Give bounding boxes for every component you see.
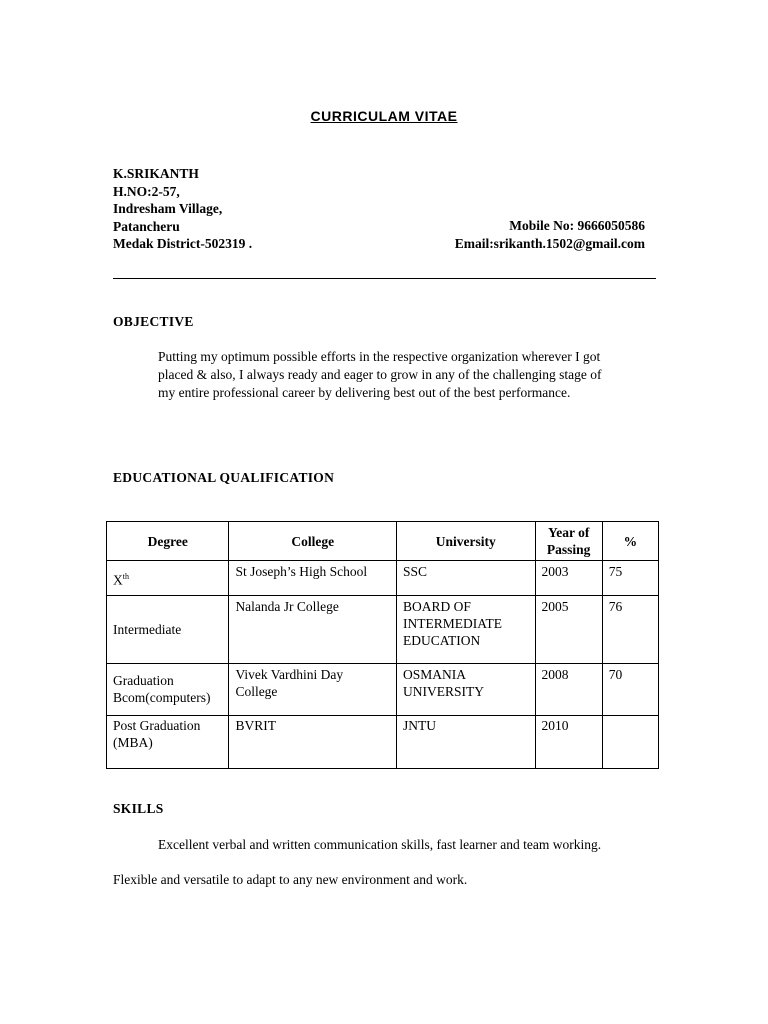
table-header-row [107, 522, 659, 561]
objective-text [158, 348, 601, 402]
header-year-line-1: Year of [547, 525, 590, 540]
degree-line-2: (MBA) [113, 735, 153, 750]
cell-college: BVRIT [229, 716, 397, 769]
degree-superscript: th [122, 571, 129, 581]
degree-line-2: Bcom(computers) [113, 690, 211, 705]
header-divider [113, 278, 656, 279]
cell-year: 2008 [535, 664, 602, 716]
header-degree: Degree [107, 522, 229, 561]
cell-university [397, 596, 536, 664]
skills-line-2: Flexible and versatile to adapt to any new environment and work. [113, 872, 468, 887]
table-row [107, 596, 659, 664]
objective-line-3: my entire professional career by delivering best out of the best performance. [158, 385, 571, 400]
email-address: Email:srikanth.1502@gmail.com [454, 235, 645, 251]
cell-percent: 76 [602, 596, 658, 664]
address-block [113, 165, 252, 253]
header-year-line-2: Passing [546, 542, 591, 557]
house-number: H.NO:2-57, [113, 183, 180, 199]
cell-university: SSC [397, 561, 536, 596]
skills-line-1: Excellent verbal and written communication skills, fast learner and team working. [158, 837, 602, 852]
header-college: College [229, 522, 397, 561]
town: Patancheru [113, 218, 180, 234]
document-title: CURRICULAM VITAE [310, 108, 458, 124]
village: Indresham Village, [113, 201, 223, 216]
candidate-name: K.SRIKANTH [113, 166, 199, 181]
cell-university: JNTU [397, 716, 536, 769]
college-line-1: Vivek Vardhini Day [235, 667, 344, 682]
cell-percent [602, 716, 658, 769]
header-university: University [397, 522, 536, 561]
education-table [106, 521, 659, 769]
university-line-1: OSMANIA [403, 667, 467, 682]
degree-line-1: Post Graduation [113, 718, 201, 733]
cell-year: 2005 [535, 596, 602, 664]
objective-heading: OBJECTIVE [113, 314, 194, 329]
objective-line-1: Putting my optimum possible efforts in the respective organization wherever I got [158, 349, 601, 364]
header-year [535, 522, 602, 561]
cell-university [397, 664, 536, 716]
university-line-2: INTERMEDIATE [403, 616, 503, 631]
table-row [107, 561, 659, 596]
table-row [107, 664, 659, 716]
district: Medak District-502319 . [113, 236, 253, 251]
university-line-3: EDUCATION [403, 633, 481, 648]
university-line-1: BOARD OF [403, 599, 471, 614]
table-row [107, 716, 659, 769]
cell-degree [107, 561, 229, 596]
skills-heading: SKILLS [113, 801, 164, 816]
cell-college [229, 664, 397, 716]
cell-degree [107, 716, 229, 769]
degree-line-1: Graduation [113, 673, 174, 688]
education-heading: EDUCATIONAL QUALIFICATION [113, 470, 335, 485]
university-line-2: UNIVERSITY [403, 684, 485, 699]
contact-block [455, 217, 645, 252]
college-line-2: College [235, 684, 278, 699]
cell-college: Nalanda Jr College [229, 596, 397, 664]
cell-year: 2010 [535, 716, 602, 769]
mobile-number: Mobile No: 9666050586 [509, 218, 645, 233]
cell-percent: 70 [602, 664, 658, 716]
objective-line-2: placed & also, I always ready and eager to grow in any of the challenging stage of [158, 367, 602, 382]
cell-degree [107, 664, 229, 716]
cell-year: 2003 [535, 561, 602, 596]
header-percent: % [602, 522, 658, 561]
cell-percent: 75 [602, 561, 658, 596]
cell-college: St Joseph’s High School [229, 561, 397, 596]
degree-text: X [113, 572, 123, 588]
cell-degree: Intermediate [107, 596, 229, 664]
